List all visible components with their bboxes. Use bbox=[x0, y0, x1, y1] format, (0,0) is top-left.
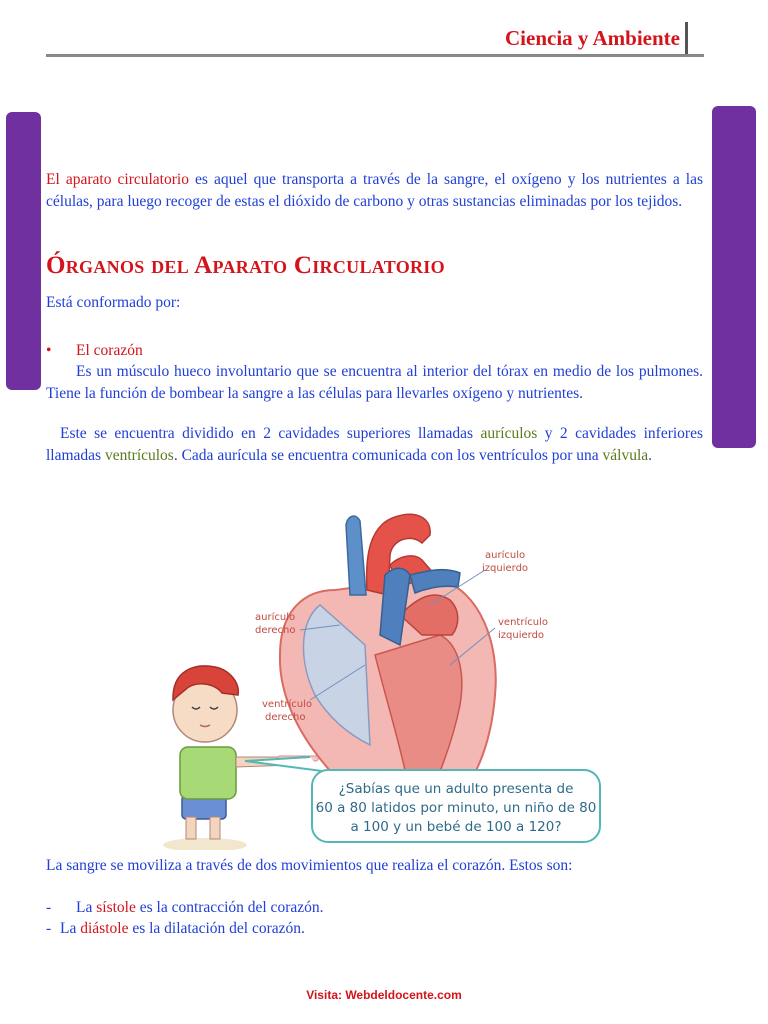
diastole-post: es la dilatación del corazón. bbox=[128, 920, 305, 937]
callout-line-3: a 100 y un bebé de 100 a 120? bbox=[350, 819, 562, 835]
movimiento-diastole bbox=[46, 918, 305, 940]
label-ventriculo-izquierdo-1: ventrículo bbox=[498, 617, 548, 628]
footer-link[interactable]: Visita: Webdeldocente.com bbox=[306, 988, 462, 1002]
section-heading: Órganos del Aparato Circulatorio bbox=[46, 252, 445, 279]
label-auriculo-derecho-1: aurículo bbox=[255, 612, 296, 623]
intro-paragraph bbox=[46, 169, 703, 213]
cavidades-text-1: Este se encuentra dividido en 2 cavidades superiores llamadas bbox=[60, 425, 481, 442]
header-rule bbox=[46, 54, 704, 57]
term-diastole: diástole bbox=[80, 920, 129, 937]
bullet-marker: • bbox=[46, 342, 52, 359]
bullet-label: El corazón bbox=[76, 342, 143, 359]
cavidades-text-4: . bbox=[648, 447, 653, 464]
label-ventriculo-derecho-2: derecho bbox=[265, 712, 306, 723]
term-valvula: válvula bbox=[602, 447, 649, 464]
label-ventriculo-izquierdo-2: izquierdo bbox=[498, 630, 545, 641]
left-side-bar bbox=[6, 112, 41, 390]
conformado-text: Está conformado por: bbox=[46, 294, 181, 311]
term-sistole: sístole bbox=[96, 899, 136, 916]
label-auriculo-derecho-2: derecho bbox=[255, 625, 296, 636]
bullet-corazon bbox=[46, 340, 143, 362]
label-auriculo-izquierdo-1: aurículo bbox=[485, 550, 526, 561]
cavidades-paragraph bbox=[46, 423, 703, 467]
heart-illustration bbox=[160, 495, 610, 850]
label-auriculo-izquierdo-2: izquierdo bbox=[482, 563, 529, 574]
right-side-bar bbox=[712, 106, 756, 448]
movimiento-sistole bbox=[46, 897, 324, 919]
intro-text: es aquel que transporta a través de la sangre, el oxígeno y los nutrientes a las células, para luego recoger de estas el dióxido de carbono y otras sustancias eliminadas por los tejidos. bbox=[46, 171, 703, 210]
term-ventriculos: ventrículos bbox=[104, 447, 174, 464]
cavidades-text-2: y 2 cavidades inferiores llamadas bbox=[46, 425, 703, 464]
callout-line-1: ¿Sabías que un adulto presenta de bbox=[338, 781, 574, 797]
label-ventriculo-derecho-1: ventrículo bbox=[262, 699, 312, 710]
dash-marker: - bbox=[46, 920, 52, 937]
diastole-pre: La bbox=[60, 920, 81, 937]
sistole-post: es la contracción del corazón. bbox=[135, 899, 324, 916]
header-title: Ciencia y Ambiente bbox=[505, 26, 680, 50]
cavidades-text-3: . Cada aurícula se encuentra comunicada con los ventrículos por una bbox=[173, 447, 603, 464]
callout-line-2: 60 a 80 latidos por minuto, un niño de 80 bbox=[315, 800, 597, 816]
term-auriculos: aurículos bbox=[480, 425, 538, 442]
sangre-paragraph: La sangre se moviliza a través de dos movimientos que realiza el corazón. Estos son: bbox=[46, 857, 573, 874]
sistole-pre: La bbox=[76, 899, 97, 916]
dash-marker: - bbox=[46, 899, 52, 916]
header-divider-tick bbox=[685, 22, 688, 57]
intro-term: El aparato circulatorio bbox=[46, 171, 189, 188]
corazon-description: Es un músculo hueco involuntario que se encuentra al interior del tórax en medio de los pulmones. Tiene la función de bombear la sangre a las células para llevarles oxígeno y nutrientes. bbox=[46, 363, 703, 402]
